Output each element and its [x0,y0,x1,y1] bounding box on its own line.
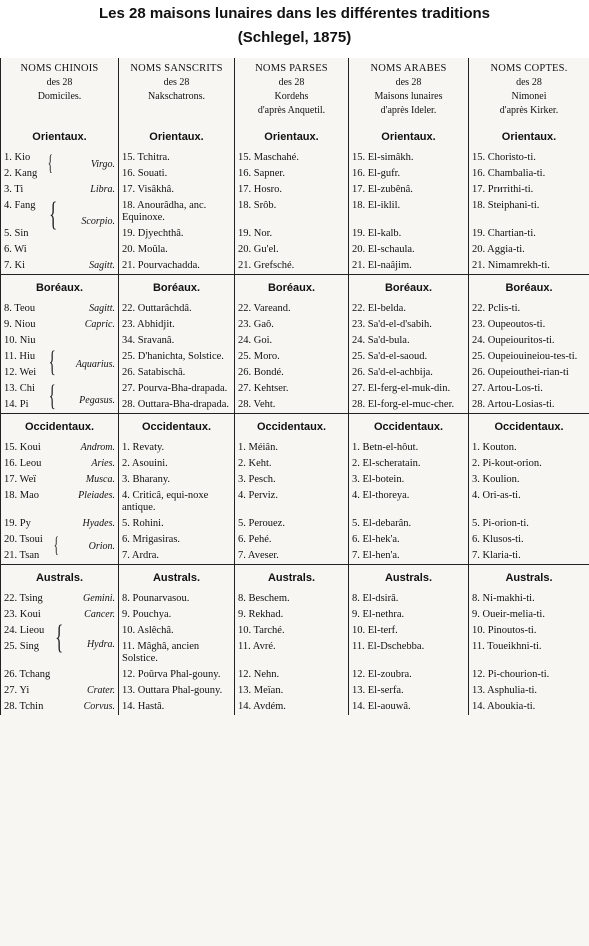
brace-icon: { [55,619,64,656]
page-title [0,2,589,50]
table-row: 23. Koui Cancer. 9. Pouchya. 9. Rekhad. 9. El-nethra. 9. Oueir-melia-ti. [1,607,589,623]
table-row: 20. Tsoui { Orion. 6. Mrigasiras. 6. Pehé. 6. El-hek'a. 6. Klusos-ti. [1,532,589,548]
table-row: 8. Teou Sagitt. 22. Outtarâchdâ. 22. Vareand. 22. El-belda. 22. Pclis-ti. [1,301,589,317]
header-sanskrit: NOMS SANSCRITS des 28 Nakschatrons. [119,58,235,124]
table-row: 4. Fang { Scorpio. 18. Anourâdha, anc. Equinoxe. 18. Srôb. 18. El-iklil. 18. Steiphani-ti. [1,198,589,226]
header-arabic: NOMS ARABES des 28 Maisons lunaires d'après Ideler. [349,58,469,124]
section-header-occidentaux: Occidentaux. Occidentaux. Occidentaux. Occidentaux. Occidentaux. [1,414,589,441]
table-row: 2. Kang 16. Souati. 16. Sapner. 16. El-gufr. 16. Chambalia-ti. [1,166,589,182]
table-row: 14. Pi 28. Outtara-Bha-drapada. 28. Veht. 28. El-forg-el-muc-cher. 28. Artou-Losias-ti. [1,397,589,414]
table-row: 19. Py Hyades. 5. Rohini. 5. Perouez. 5. El-debarân. 5. Pi-orion-ti. [1,516,589,532]
section-header-australs: Australs. Australs. Australs. Australs. Australs. [1,565,589,592]
table-row: 17. Weï Musca. 3. Bharany. 3. Pesch. 3. El-botein. 3. Koulion. [1,472,589,488]
lunar-mansions-table [0,58,589,715]
header-chinese: NOMS CHINOIS des 28 Domiciles. [1,58,119,124]
table-row: 6. Wi 20. Moûla. 20. Gu'el. 20. El-schaula. 20. Aggia-ti. [1,242,589,258]
table-row: 16. Leou Aries. 2. Asouini. 2. Keht. 2. El-scheratain. 2. Pi-kout-orion. [1,456,589,472]
section-header-orientaux: Orientaux. Orientaux. Orientaux. Orientaux. Orientaux. [1,124,589,150]
header-parse: NOMS PARSES des 28 Kordehs d'après Anquetil. [235,58,349,124]
table-row: 10. Niu 34. Sravanâ. 24. Goi. 24. Sa'd-bula. 24. Oupeiouritos-ti. [1,333,589,349]
table-row: 15. Koui Androm. 1. Revaty. 1. Méiân. 1. Betn-el-hôut. 1. Kouton. [1,440,589,456]
brace-icon: { [48,379,56,412]
brace-icon: { [47,150,53,175]
table-row: 21. Tsan 7. Ardra. 7. Aveser. 7. El-hen'a. 7. Klaria-ti. [1,548,589,565]
table-row: 24. Lieou { Hydra. 10. Aslêchâ. 10. Tarché. 10. El-terf. 10. Pinoutos-ti. [1,623,589,639]
table-row: 1. Kio { Virgo. 15. Tchitra. 15. Maschahé. 15. El-simâkh. 15. Choristo-ti. [1,150,589,166]
header-row [1,58,589,124]
table-row: 5. Sin 19. Djyechthâ. 19. Nor. 19. El-kalb. 19. Chartian-ti. [1,226,589,242]
table-row: 11. Hiu { Aquarius. 25. D'hanichta, Solstice. 25. Moro. 25. Sa'd-el-saoud. 25. Oupeiouineiou-tes-ti. [1,349,589,365]
title-line-1: Les 28 maisons lunaires dans les différentes traditions [99,5,490,22]
table-row: 18. Mao Pleiades. 4. Criticâ, equi-noxe antique. 4. Perviz. 4. El-thoreya. 4. Ori-as-ti. [1,488,589,516]
table-row: 9. Niou Capric. 23. Abhidjit. 23. Gaô. 23. Sa'd-el-d'sabih. 23. Oupeoutos-ti. [1,317,589,333]
table-row: 12. Wei 26. Satabischâ. 26. Bondé. 26. Sa'd-el-achbija. 26. Oupeiouthei-rian-ti [1,365,589,381]
table-row: 13. Chi { Pegasus. 27. Pourva-Bha-drapada. 27. Kehtser. 27. El-ferg-el-muk-din. 27. Artou-Los-ti. [1,381,589,397]
brace-icon: { [53,532,59,557]
table-row: 26. Tchang 12. Poûrva Phal-gouny. 12. Nehn. 12. El-zoubra. 12. Pi-chourion-ti. [1,667,589,683]
table-row: 27. Yi Crater. 13. Outtara Phal-gouny. 13. Meïan. 13. El-serfa. 13. Asphulia-ti. [1,683,589,699]
header-coptic: NOMS COPTES. des 28 Nimonei d'après Kirker. [469,58,589,124]
scanned-table-page [0,58,589,946]
table-row: 7. Ki Sagitt. 21. Pourvachadda. 21. Grefsché. 21. El-naâjim. 21. Nimamrekh-ti. [1,258,589,275]
section-header-boreaux: Boréaux. Boréaux. Boréaux. Boréaux. Boréaux. [1,275,589,302]
table-row: 3. Ti Libra. 17. Visâkhâ. 17. Hosro. 17. El-zubênâ. 17. Prитithi-ti. [1,182,589,198]
brace-icon: { [49,196,58,233]
table-row: 22. Tsing Gemini. 8. Pounarvasou. 8. Beschem. 8. El-dsirâ. 8. Ni-makhi-ti. [1,591,589,607]
title-line-2: (Schlegel, 1875) [237,29,352,46]
table-row: 28. Tchin Corvus. 14. Hastâ. 14. Avdém. 14. El-aouwâ. 14. Aboukia-ti. [1,699,589,715]
table-row: 25. Sing 11. Mâghâ, ancien Solstice. 11. Avré. 11. El-Dschebba. 11. Toueikhni-ti. [1,639,589,667]
brace-icon: { [48,345,56,378]
